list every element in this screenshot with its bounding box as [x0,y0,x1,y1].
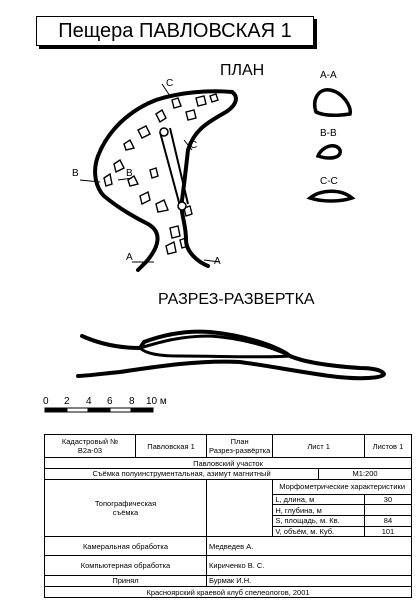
accepted-label: Принял [45,575,207,587]
marker-c-bottom: С [190,140,198,151]
marker-a-right: А [214,256,221,267]
scale-bar [45,408,153,412]
section-label: РАЗРЕЗ-РАЗВЕРТКА [158,291,315,308]
volume-value: 101 [364,526,411,537]
sheet-cell: Лист 1 [273,435,365,458]
length-value: 30 [364,494,411,505]
morpho-title-cell: Морфометрические характеристики [273,479,412,494]
scale-tick-6: 6 [107,396,113,407]
title-block [44,434,412,598]
scale-tick-10: 10 м [146,396,167,407]
scale-tick-0: 0 [43,396,49,407]
length-label: L, длина, м [273,494,365,505]
plan-rocks [104,94,218,254]
accepted-value: Бурмак И.Н. [207,575,412,587]
section-bb-shape [318,146,340,158]
scale-cell: М1:200 [319,469,412,480]
cave-name-cell: Павловская 1 [136,435,207,458]
cadastral-cell: Кадастровый № В2а-03 [45,435,136,458]
section-lines [80,84,220,262]
plan-label: ПЛАН [220,62,265,79]
cameral-label: Камеральная обработка [45,537,207,556]
marker-b-right: В [126,168,133,179]
cameral-value: Медведев А. [207,537,412,556]
topo-cell: Топографическая съёмка [45,479,207,536]
cave-title: Пещера ПАВЛОВСКАЯ 1 [36,16,314,46]
marker-a-left: А [126,252,133,263]
scale-tick-4: 4 [86,396,92,407]
plan-cell: План Разрез-развёртка [207,435,273,458]
plan-outline-left [95,91,232,270]
section-cc-shape [310,191,352,201]
profile-inner [140,336,290,357]
computer-value: Кириченко В. С. [207,556,412,575]
section-aa-shape [315,90,350,116]
empty-cell [207,479,273,536]
section-bb-label: В-В [320,128,337,139]
area-value: 84 [364,515,411,526]
scale-tick-2: 2 [64,396,70,407]
depth-value [364,505,411,516]
sheets-cell: Листов 1 [364,435,411,458]
plan-outline [182,92,236,266]
survey-type-cell: Съёмка полуинструментальная, азимут магнитный [45,469,319,480]
computer-label: Компьютерная обработка [45,556,207,575]
district-cell: Павловский участок [45,458,412,469]
marker-b-left: В [72,168,79,179]
area-label: S, площадь, м. Кв. [273,515,365,526]
section-cc-label: С-С [320,176,338,187]
section-aa-label: А-А [320,70,337,81]
volume-label: V, объём, м. Куб. [273,526,365,537]
marker-c-top: С [166,78,174,89]
depth-label: H, глубина, м [273,505,365,516]
scale-tick-8: 8 [129,396,135,407]
club-cell: Красноярский краевой клуб спелеологов, 2001 [45,587,412,598]
